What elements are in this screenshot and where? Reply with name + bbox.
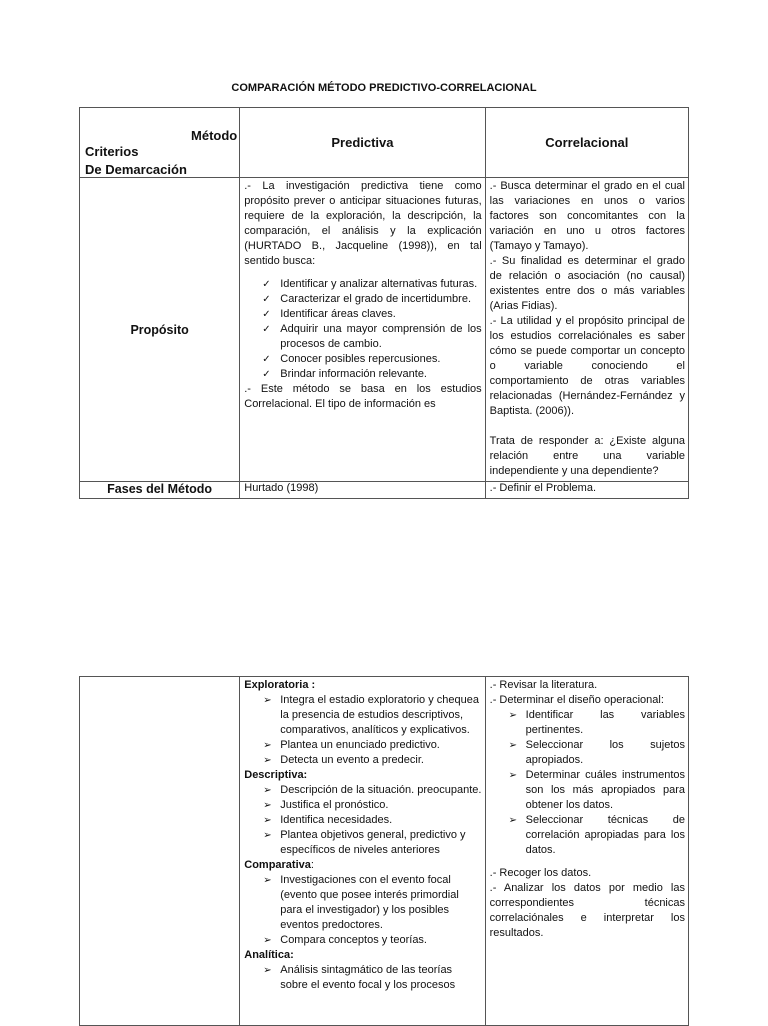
list-item: ➢ Plantea un enunciado predictivo. [244, 738, 481, 753]
criteria-header-cell [80, 108, 240, 178]
fases-continued-row [80, 677, 689, 1026]
list-item: ✓ Brindar información relevante. [244, 367, 481, 382]
list-item: ➢ Justifica el pronóstico. [244, 798, 481, 813]
descriptiva-heading: Descriptiva: [244, 769, 308, 781]
list-item: ➢ Seleccionar técnicas de correlación apropiadas para los datos. [490, 813, 685, 858]
header-row [80, 108, 689, 178]
correlacional-paragraph-4: Trata de responder a: ¿Existe alguna relación entre una variable independiente y una dependiente? [489, 435, 685, 477]
list-item: ✓ Conocer posibles repercusiones. [244, 352, 481, 367]
predictiva-intro: .- La investigación predictiva tiene como propósito prever o anticipar situaciones futuras, requiere de la exploración, la descripción, la comparación, el análisis y la explicación (HURTADO B., Jacqueline (1998)), en tal sentido busca: [244, 180, 482, 267]
document-title: COMPARACIÓN MÉTODO PREDICTIVO-CORRELACIONAL [231, 82, 537, 94]
list-item: ➢ Investigaciones con el evento focal (evento que posee interés primordial para el investigador) y los posibles eventos predoctores. [244, 873, 481, 933]
list-item: ➢ Plantea objetivos general, predictivo y específicos de niveles anteriores [244, 828, 481, 858]
list-item: ✓ Adquirir una mayor comprensión de los procesos de cambio. [244, 322, 481, 352]
descriptiva-list [244, 783, 481, 858]
criteria-header-line2: De Demarcación [85, 162, 187, 177]
proposito-row [80, 178, 689, 482]
fases-label: Fases del Método [80, 482, 240, 499]
correlacional-paragraph-2: .- Su finalidad es determinar el grado de relación o asociación (no causal) existentes entre dos o más variables (Arias Fidias). [489, 255, 685, 312]
proposito-label: Propósito [80, 178, 240, 482]
correlacional-step-4: .- Analizar los datos por medio las correspondientes técnicas correlaciónales e interpretar los resultados. [489, 882, 685, 939]
analitica-heading: Analítica: [244, 949, 294, 961]
fases-predictiva: Hurtado (1998) [240, 482, 485, 499]
correlacional-paragraph-1: .- Busca determinar el grado en el cual las variaciones en unos o varios factores son concomitantes con la variación en uno u otros factores (Tamayo y Tamayo). [489, 180, 685, 252]
list-item: ✓ Caracterizar el grado de incertidumbre. [244, 292, 481, 307]
correlacional-paragraph-3: .- La utilidad y el propósito principal de los estudios correlaciónales es saber cómo se puede comportar un concepto o variable conociendo el comportamiento de otras variables relacionadas (Hernández-Fernández y Baptista. (2006)). [489, 315, 685, 417]
predictiva-checklist [244, 277, 481, 382]
fases-correlacional: .- Definir el Problema. [485, 482, 688, 499]
list-item: ➢ Determinar cuáles instrumentos son los más apropiados para obtener los datos. [490, 768, 685, 813]
proposito-predictiva-cell [240, 178, 485, 482]
comparativa-heading-line [244, 858, 481, 873]
proposito-correlacional-cell [485, 178, 688, 482]
comparativa-heading: Comparativa [244, 859, 311, 871]
exploratoria-heading: Exploratoria : [244, 679, 316, 691]
correlacional-step-3: .- Recoger los datos. [489, 867, 592, 879]
fases-correlacional-continued [485, 677, 688, 1026]
comparison-table-top [79, 107, 689, 499]
list-item: ✓ Identificar y analizar alternativas futuras. [244, 277, 481, 292]
list-item: ➢ Seleccionar los sujetos apropiados. [490, 738, 685, 768]
list-item: ➢ Identifica necesidades. [244, 813, 481, 828]
comparativa-colon: : [310, 859, 314, 871]
predictiva-outro: .- Este método se basa en los estudios Correlacional. El tipo de información es [244, 383, 482, 410]
criteria-header-line1: Criterios [85, 144, 139, 159]
comparativa-list [244, 873, 481, 948]
list-item: ➢ Compara conceptos y teorías. [244, 933, 481, 948]
list-item: ➢ Integra el estadio exploratorio y chequea la presencia de estudios descriptivos, comparativos, analíticos y explicativos. [244, 693, 481, 738]
list-item: ➢ Identificar las variables pertinentes. [490, 708, 685, 738]
method-header: Método [191, 128, 238, 143]
correlacional-step-2: .- Determinar el diseño operacional: [489, 694, 664, 706]
list-item: ➢ Detecta un evento a predecir. [244, 753, 481, 768]
list-item: ➢ Descripción de la situación. preocupante. [244, 783, 481, 798]
analitica-list [244, 963, 481, 993]
correlacional-substeps [490, 708, 685, 858]
correlacional-header: Correlacional [485, 108, 688, 178]
comparison-table-continued [79, 676, 689, 1026]
list-item: ✓ Identificar áreas claves. [244, 307, 481, 322]
empty-label-cell [80, 677, 240, 1026]
exploratoria-list [244, 693, 481, 768]
fases-row [80, 482, 689, 499]
fases-predictiva-continued [240, 677, 485, 1026]
list-item: ➢ Análisis sintagmático de las teorías sobre el evento focal y los procesos [244, 963, 481, 993]
correlacional-step-1: .- Revisar la literatura. [489, 679, 598, 691]
predictiva-header: Predictiva [240, 108, 485, 178]
